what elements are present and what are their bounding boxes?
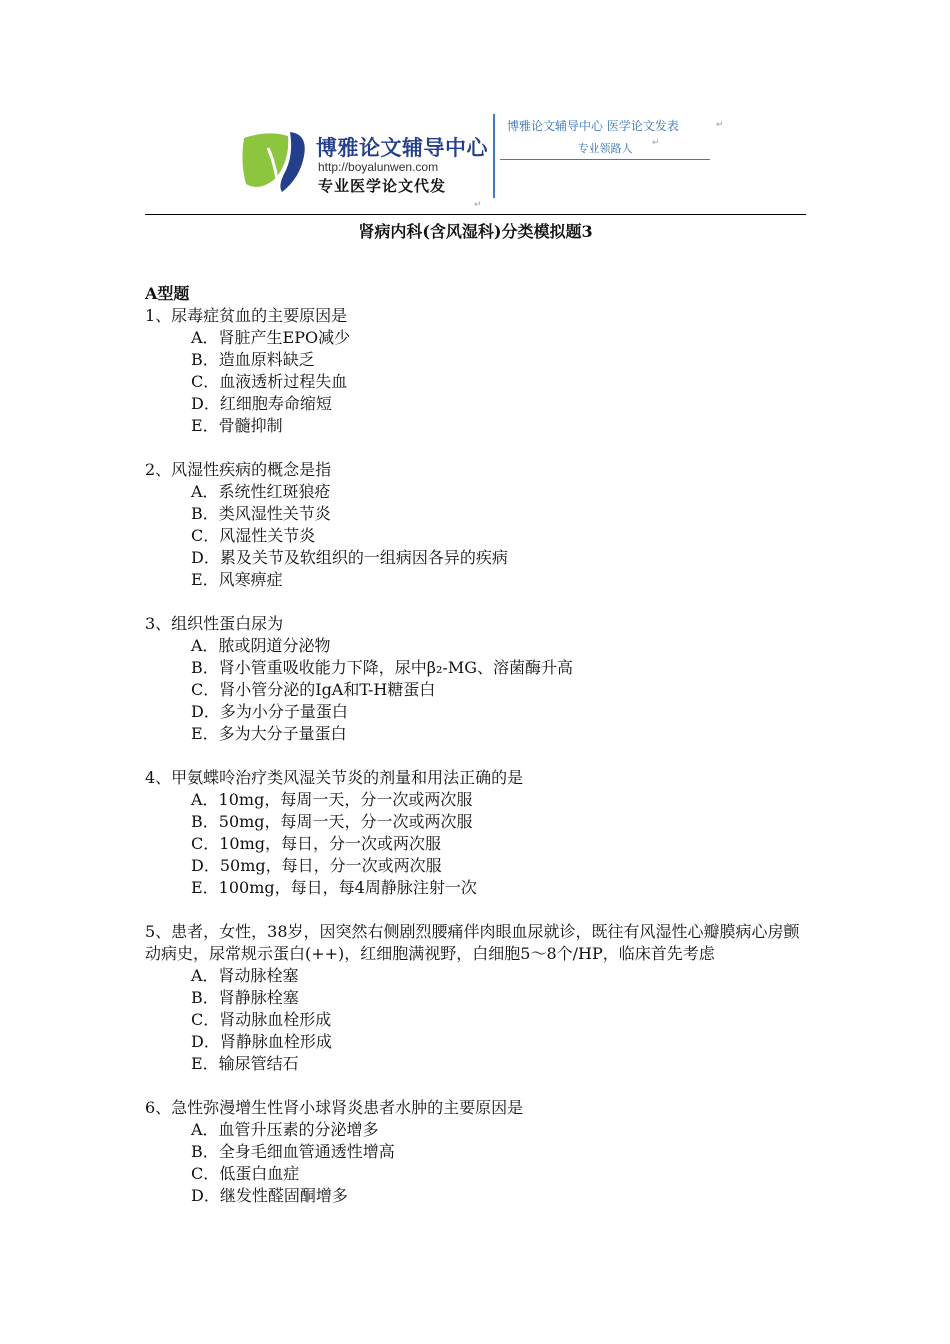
answer-option: E．输尿管结石: [191, 1054, 299, 1073]
answer-option: B．肾小管重吸收能力下降，尿中β₂-MG、溶菌酶升高: [191, 658, 573, 677]
answer-option: C．风湿性关节炎: [191, 526, 316, 545]
question-options: [145, 1119, 806, 1207]
answer-option: A．10mg，每周一天，分一次或两次服: [191, 790, 473, 809]
logo-url: http://boyalunwen.com: [318, 160, 439, 174]
question-item: [145, 305, 806, 437]
answer-option: D．多为小分子量蛋白: [191, 702, 348, 721]
question-item: [145, 1097, 806, 1207]
question-options: [145, 635, 806, 745]
answer-option: C．低蛋白血症: [191, 1164, 300, 1183]
answer-option: D．累及关节及软组织的一组病因各异的疾病: [191, 548, 508, 567]
question-item: [145, 459, 806, 591]
question-item: [145, 613, 806, 745]
question-item: [145, 767, 806, 899]
answer-option: E．骨髓抑制: [191, 416, 283, 435]
answer-option: A．血管升压素的分泌增多: [191, 1120, 379, 1139]
answer-option: C．10mg，每日，分一次或两次服: [191, 834, 442, 853]
header-divider: [493, 114, 495, 198]
question-stem: 4、甲氨蝶呤治疗类风湿关节炎的剂量和用法正确的是: [145, 768, 524, 787]
header-subtag: 专业领路人: [577, 142, 633, 155]
section-title: A型题: [145, 284, 190, 303]
answer-option: D．50mg，每日，分一次或两次服: [191, 856, 442, 875]
header-rule: [145, 214, 806, 215]
answer-option: C．肾动脉血栓形成: [191, 1010, 332, 1029]
answer-option: B．类风湿性关节炎: [191, 504, 331, 523]
answer-option: B．造血原料缺乏: [191, 350, 315, 369]
question-stem: 1、尿毒症贫血的主要原因是: [145, 306, 348, 325]
answer-option: B．50mg，每周一天，分一次或两次服: [191, 812, 473, 831]
answer-option: D．继发性醛固酮增多: [191, 1186, 348, 1205]
question-options: [145, 965, 806, 1075]
answer-option: E．100mg，每日，每4周静脉注射一次: [191, 878, 477, 897]
logo-leaf-icon: [238, 126, 308, 196]
question-list: [145, 305, 806, 1207]
answer-option: D．红细胞寿命缩短: [191, 394, 332, 413]
question-stem: 3、组织性蛋白尿为: [145, 614, 284, 633]
answer-option: D．肾静脉血栓形成: [191, 1032, 332, 1051]
logo-slogan: 专业医学论文代发: [318, 177, 447, 195]
question-item: [145, 921, 806, 1075]
decorative-mark-icon: ↵: [474, 200, 482, 210]
decorative-mark-icon: ↵: [716, 120, 724, 130]
question-stem: 6、急性弥漫增生性肾小球肾炎患者水肿的主要原因是: [145, 1098, 524, 1117]
answer-option: E．多为大分子量蛋白: [191, 724, 347, 743]
header-tagline: 博雅论文辅导中心 医学论文发表: [507, 119, 679, 133]
answer-option: C．肾小管分泌的IgA和T-H糖蛋白: [191, 680, 436, 699]
logo-title: 博雅论文辅导中心: [316, 136, 488, 160]
question-options: [145, 789, 806, 899]
question-options: [145, 481, 806, 591]
answer-option: A．肾脏产生EPO减少: [191, 328, 351, 347]
decorative-mark-icon: ↵: [652, 138, 660, 148]
answer-option: E．风寒痹症: [191, 570, 283, 589]
question-stem: 5、患者，女性，38岁，因突然右侧剧烈腰痛伴肉眼血尿就诊，既往有风湿性心瓣膜病心房颤动病史，尿常规示蛋白(++)，红细胞满视野，白细胞5～8个/HP，临床首先考虑: [145, 922, 800, 963]
header-underline: [500, 159, 710, 160]
answer-option: B．肾静脉栓塞: [191, 988, 299, 1007]
answer-option: C．血液透析过程失血: [191, 372, 348, 391]
question-options: [145, 327, 806, 437]
answer-option: A．肾动脉栓塞: [191, 966, 299, 985]
answer-option: B．全身毛细血管通透性增高: [191, 1142, 395, 1161]
answer-option: A．脓或阴道分泌物: [191, 636, 331, 655]
document-title: 肾病内科(含风湿科)分类模拟题3: [358, 222, 593, 241]
question-stem: 2、风湿性疾病的概念是指: [145, 460, 332, 479]
document-body: [145, 283, 806, 1229]
answer-option: A．系统性红斑狼疮: [191, 482, 331, 501]
header-tagline-block: [500, 117, 710, 160]
